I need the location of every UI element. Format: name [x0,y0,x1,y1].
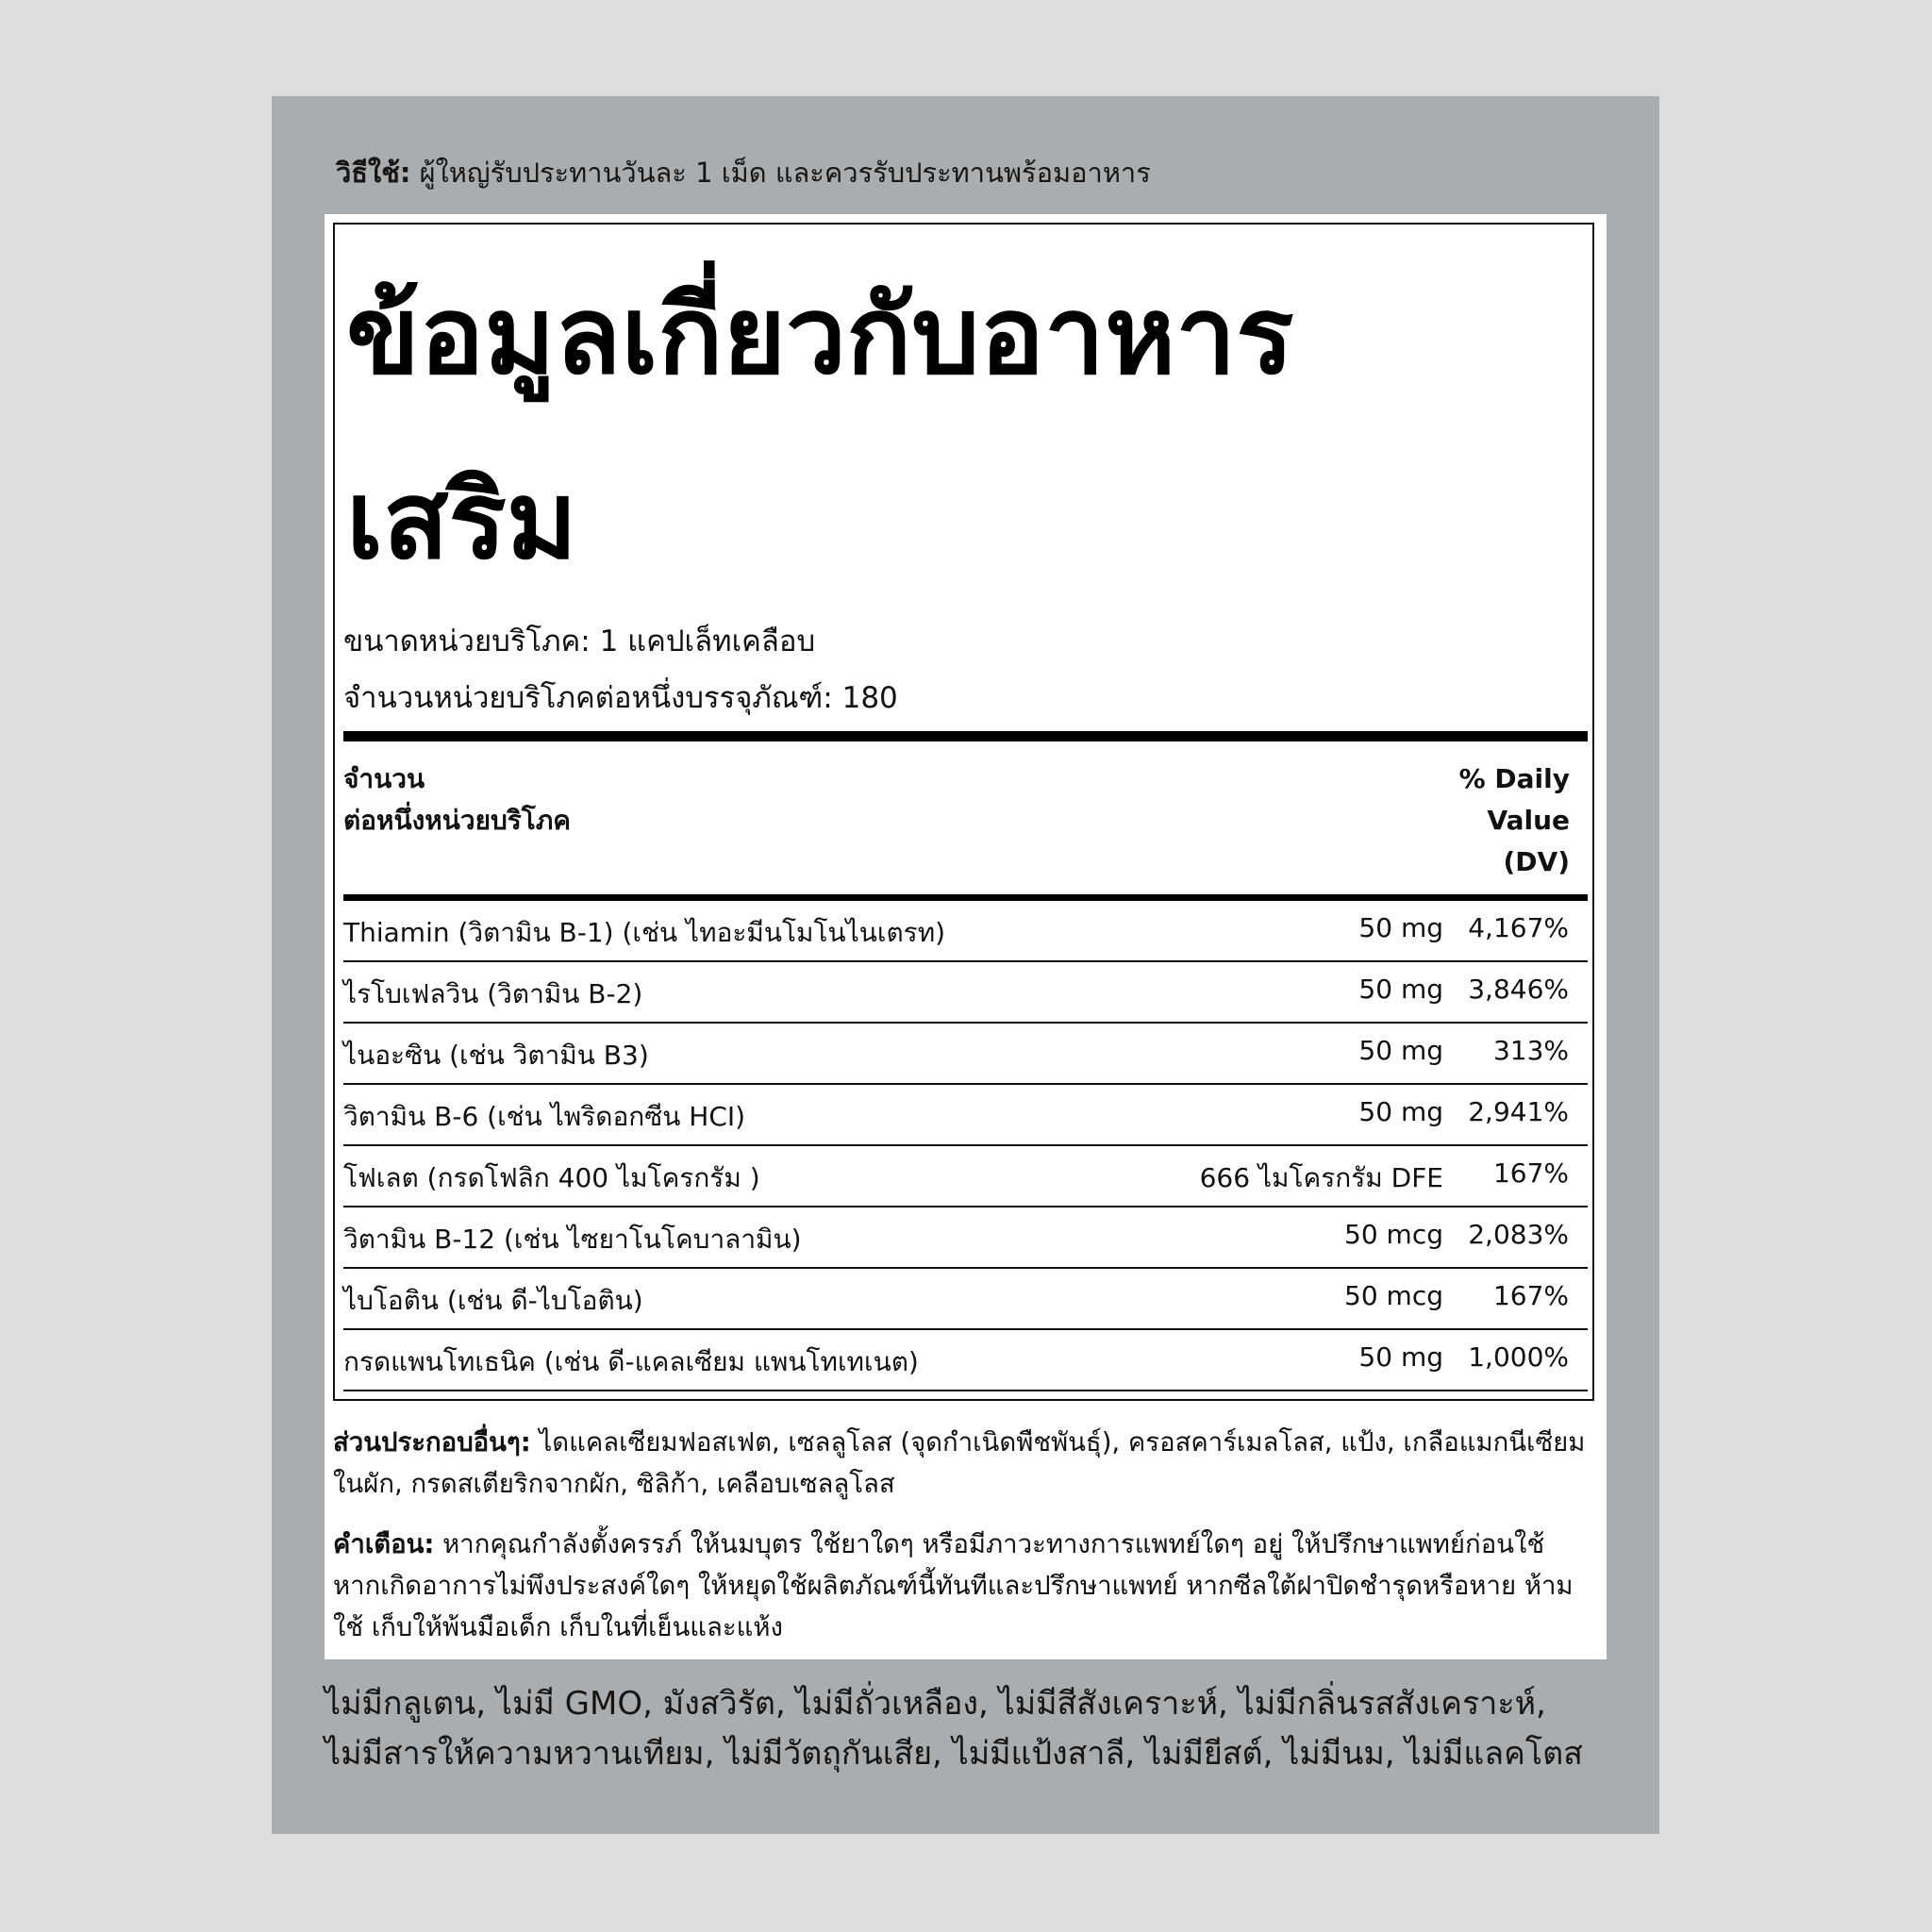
nutrient-name: ไรโบเฟลวิน (วิตามิน B-2) [343,978,643,1009]
nutrient-table [343,901,1588,1391]
header-left-line1: จำนวน [343,763,425,794]
table-row [343,1330,1588,1391]
nutrient-name: ไนอะซิน (เช่น วิตามิน B3) [343,1040,649,1071]
other-ingredients-label: ส่วนประกอบอื่นๆ: [333,1427,531,1457]
table-row [343,1269,1588,1330]
amount-per-serving-header [343,758,571,841]
nutrient-dv: 167% [1492,1280,1569,1311]
table-row [343,901,1588,962]
directions-body: ผู้ใหญ่รับประทานวันละ 1 เม็ด และควรรับประทานพร้อมอาหาร [410,157,1151,189]
nutrient-dv: 4,167% [1468,912,1569,943]
nutrient-amount: 50 mg [1358,1341,1443,1373]
free-from-statement: ไม่มีกลูเตน, ไม่มี GMO, มังสวิรัต, ไม่มีถั่วเหลือง, ไม่มีสีสังเคราะห์, ไม่มีกลิ่นรสสังเคราะห์, ไม่มีสารให้ความหวานเทียม, ไม่มีวัตถุกันเสีย, ไม่มีแป้งสาลี, ไม่มียีสต์, ไม่มีนม, ไม่มีแลคโตส [325,1685,1583,1773]
servings-per-container: จำนวนหน่วยบริโภคต่อหนึ่งบรรจุภัณฑ์: 180 [343,681,898,715]
directions-label: วิธีใช้: [336,157,411,189]
header-right-line1: % Daily [1458,763,1570,794]
nutrient-dv: 1,000% [1468,1341,1569,1373]
nutrient-amount: 50 mg [1358,912,1443,943]
nutrient-name: Thiamin (วิตามิน B-1) (เช่น ไทอะมีนโมโนไนเตรท) [343,917,946,948]
nutrient-amount: 50 mg [1358,974,1443,1005]
nutrient-amount: 50 mcg [1344,1219,1443,1250]
other-ingredients [333,1422,1597,1505]
nutrient-amount: 50 mg [1358,1096,1443,1127]
warning-text: หากคุณกำลังตั้งครรภ์ ให้นมบุตร ใช้ยาใดๆ หรือมีภาวะทางการแพทย์ใดๆ อยู่ ให้ปรึกษาแพทย์ก่อนใช้ หากเกิดอาการไม่พึงประสงค์ใดๆ ให้หยุดใช้ผลิตภัณฑ์นี้ทันทีและปรึกษาแพทย์ หากซีลใต้ฝาปิดชำรุดหรือหาย ห้ามใช้ เก็บให้พ้นมือเด็ก เก็บในที่เย็นและแห้ง [333,1529,1574,1642]
facts-title-line1: ข้อมูลเกี่ยวกับอาหาร [346,273,1294,398]
nutrient-dv: 2,083% [1468,1219,1569,1250]
table-row [343,1208,1588,1269]
nutrient-amount: 50 mcg [1344,1280,1443,1311]
nutrient-dv: 3,846% [1468,974,1569,1005]
serving-size: ขนาดหน่วยบริโภค: 1 แคปเล็ทเคลือบ [343,625,816,658]
table-row [343,1085,1588,1146]
thick-rule [343,731,1588,741]
nutrient-name: วิตามิน B-12 (เช่น ไซยาโนโคบาลามิน) [343,1224,802,1255]
header-right-line2: Value [1487,805,1570,836]
directions-text [336,149,1151,196]
medium-rule [343,894,1588,901]
warning [333,1524,1597,1648]
nutrient-name: โฟเลต (กรดโฟลิก 400 ไมโครกรัม ) [343,1162,760,1193]
nutrient-dv: 313% [1492,1035,1569,1066]
other-ingredients-text: ไดแคลเซียมฟอสเฟต, เซลลูโลส (จุดกำเนิดพืชพันธุ์), ครอสคาร์เมลโลส, แป้ง, เกลือแมกนีเซียมในผัก, กรดสเตียริกจากผัก, ซิลิก้า, เคลือบเซลลูโลส [333,1427,1586,1499]
warning-label: คำเตือน: [333,1529,435,1559]
header-left-line2: ต่อหนึ่งหน่วยบริโภค [343,805,572,836]
nutrient-name: ไบโอติน (เช่น ดี-ไบโอติน) [343,1285,643,1316]
nutrient-amount: 666 ไมโครกรัม DFE [1199,1162,1443,1193]
table-row [343,1024,1588,1085]
nutrient-dv: 2,941% [1468,1096,1569,1127]
facts-title [346,243,1563,613]
facts-title-line2: เสริม [346,458,577,583]
nutrient-name: วิตามิน B-6 (เช่น ไพริดอกซีน HCI) [343,1101,746,1132]
nutrient-dv: 167% [1492,1158,1569,1189]
table-row [343,1146,1588,1208]
table-row [343,962,1588,1024]
daily-value-header [1381,758,1570,883]
nutrient-name: กรดแพนโทเธนิค (เช่น ดี-แคลเซียม แพนโทเทเนต) [343,1346,919,1377]
header-right-line3: (DV) [1503,846,1570,877]
nutrient-amount: 50 mg [1358,1035,1443,1066]
